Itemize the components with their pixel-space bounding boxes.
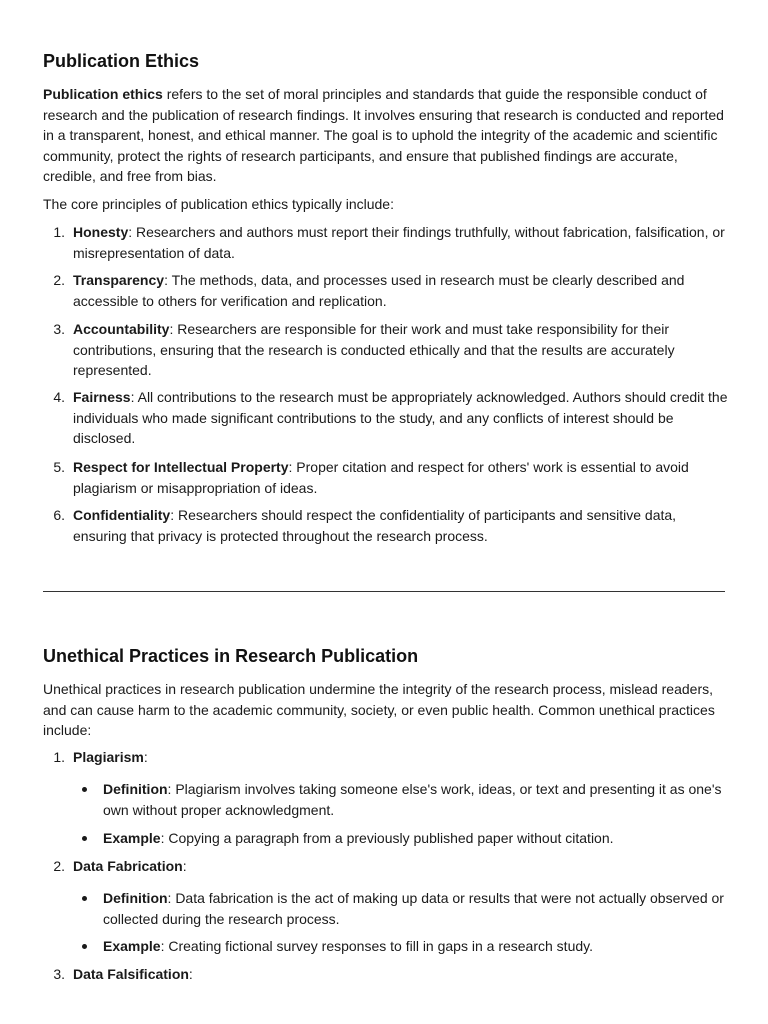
list-desc: : Researchers are responsible for their work and must take responsibility for their contributions, ensuring that the research is conducted ethically and that the results are accurately represented. (73, 321, 675, 378)
list-desc: : The methods, data, and processes used in research must be clearly described and accessible to others for verification and replication. (73, 272, 685, 309)
list-number: 4. (53, 389, 65, 405)
unethical-intro: Unethical practices in research publication undermine the integrity of the research process, mislead readers, and can cause harm to the academic community, society, or even public health. Common unethical practices include: (43, 681, 715, 738)
list-suffix: : (188, 966, 193, 982)
list-term: Transparency (73, 272, 165, 288)
bullet-dot (82, 896, 87, 901)
section-title-publication-ethics: Publication Ethics (43, 51, 200, 71)
list-number: 1. (53, 224, 65, 240)
bullet-text (103, 828, 728, 849)
principles-lead: The core principles of publication ethics typically include: (43, 196, 394, 212)
list-desc: : Proper citation and respect for others' work is essential to avoid plagiarism or misappropriation of ideas. (73, 459, 689, 496)
list-number: 2. (53, 858, 65, 874)
list-item-text (73, 319, 729, 381)
bullet-term: Example (103, 830, 161, 846)
list-term: Fairness (73, 389, 131, 405)
list-number: 1. (53, 749, 65, 765)
bullet-desc: : Creating fictional survey responses to fill in gaps in a research study. (160, 938, 593, 954)
list-desc: : Researchers should respect the confidentiality of participants and sensitive data, ensuring that privacy is protected throughout the research process. (73, 507, 677, 544)
section-divider (43, 591, 725, 592)
list-item-text (73, 964, 729, 985)
list-term: Data Fabrication (73, 858, 183, 874)
bullet-dot (82, 836, 87, 841)
list-item-text (73, 222, 729, 263)
list-item-text (73, 747, 729, 768)
list-item-text (73, 505, 729, 546)
intro-term: Publication ethics (43, 86, 163, 102)
list-suffix: : (182, 858, 187, 874)
list-number: 5. (53, 459, 65, 475)
bullet-term: Definition (103, 781, 168, 797)
bullet-desc: : Plagiarism involves taking someone else's work, ideas, or text and presenting it as one's own without proper acknowledgment. (103, 781, 722, 818)
list-desc: : Researchers and authors must report their findings truthfully, without fabrication, falsification, or misrepresentation of data. (73, 224, 725, 261)
list-term: Honesty (73, 224, 129, 240)
bullet-dot (82, 944, 87, 949)
list-term: Data Falsification (73, 966, 189, 982)
bullet-text (103, 936, 728, 957)
bullet-text (103, 888, 728, 929)
list-number: 3. (53, 321, 65, 337)
bullet-text (103, 779, 728, 820)
list-term: Plagiarism (73, 749, 144, 765)
section-title-unethical-practices: Unethical Practices in Research Publication (43, 646, 419, 666)
bullet-desc: : Copying a paragraph from a previously published paper without citation. (160, 830, 614, 846)
intro-text: refers to the set of moral principles and standards that guide the responsible conduct of research and the publication of research findings. It involves ensuring that research is conducted and reported in a transparent, honest, and ethical manner. The goal is to uphold the integrity of the academic and scientific community, protect the rights of research participants, and ensure that published findings are accurate, credible, and free from bias. (43, 86, 724, 184)
bullet-desc: : Data fabrication is the act of making up data or results that were not actually observed or collected during the research process. (103, 890, 724, 927)
list-suffix: : (143, 749, 148, 765)
list-desc: : All contributions to the research must be appropriately acknowledged. Authors should credit the individuals who made significant contributions to the study, and any conflicts of interest should be disclosed. (73, 389, 728, 446)
list-item-text (73, 856, 729, 877)
list-number: 2. (53, 272, 65, 288)
list-item-text (73, 457, 729, 498)
list-number: 6. (53, 507, 65, 523)
list-term: Respect for Intellectual Property (73, 459, 289, 475)
list-item-text (73, 270, 729, 311)
list-item-text (73, 387, 729, 449)
bullet-dot (82, 787, 87, 792)
bullet-term: Example (103, 938, 161, 954)
list-term: Accountability (73, 321, 170, 337)
bullet-term: Definition (103, 890, 168, 906)
list-number: 3. (53, 966, 65, 982)
list-term: Confidentiality (73, 507, 171, 523)
intro-paragraph (43, 84, 725, 187)
